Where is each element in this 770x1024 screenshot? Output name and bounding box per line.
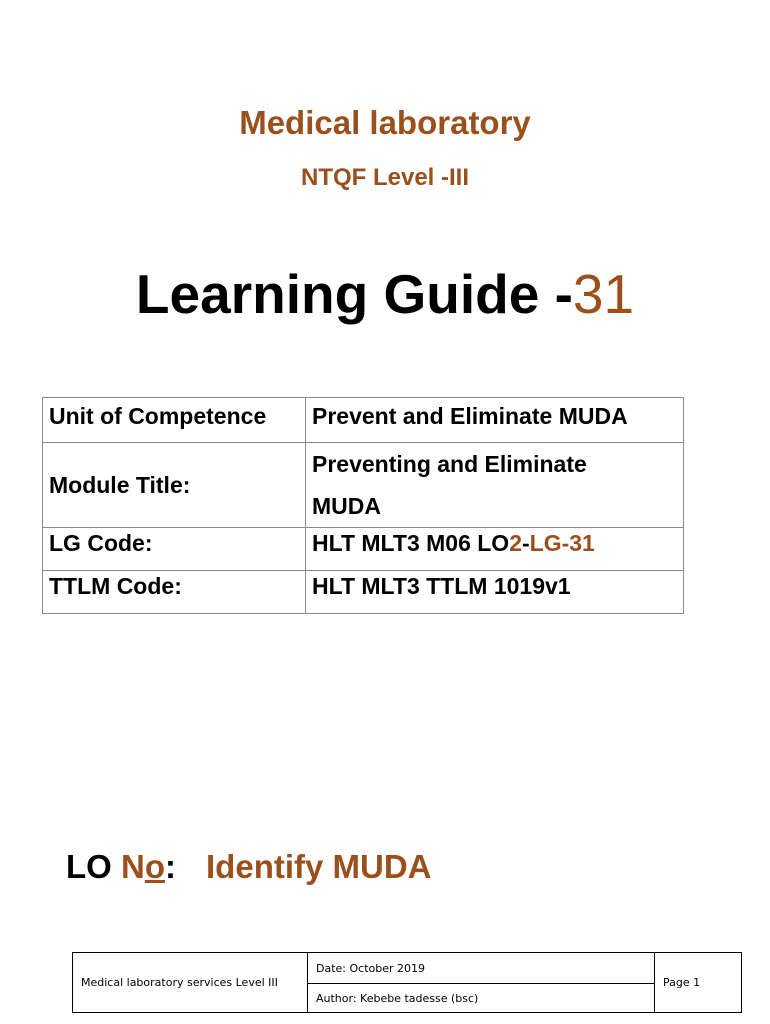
lg-code-dash: - bbox=[522, 530, 530, 556]
table-row bbox=[43, 443, 684, 528]
unit-label: Unit of Competence bbox=[43, 398, 306, 443]
ttlm-code-label: TTLM Code: bbox=[43, 571, 306, 614]
lo-number bbox=[121, 848, 165, 885]
page-footer bbox=[72, 952, 742, 1013]
lg-code-number: 2 bbox=[509, 530, 522, 556]
info-table bbox=[42, 397, 684, 614]
lg-code-label: LG Code: bbox=[43, 528, 306, 571]
lo-heading bbox=[66, 848, 432, 886]
footer-author: Author: Kebebe tadesse (bsc) bbox=[308, 984, 655, 1013]
lo-colon: : bbox=[165, 848, 177, 885]
module-label: Module Title: bbox=[43, 443, 306, 528]
footer-date: Date: October 2019 bbox=[308, 953, 655, 984]
lo-no-first: N bbox=[121, 848, 145, 885]
lo-title: Identify MUDA bbox=[206, 848, 432, 885]
document-title: Medical laboratory bbox=[239, 104, 531, 141]
table-row bbox=[43, 528, 684, 571]
module-value-line1: Preventing and Eliminate bbox=[312, 451, 587, 477]
table-row bbox=[43, 398, 684, 443]
module-value bbox=[306, 443, 684, 528]
guide-prefix: Learning Guide - bbox=[135, 263, 573, 325]
lo-label: LO bbox=[66, 848, 112, 885]
footer-page-number: Page 1 bbox=[655, 953, 742, 1013]
lo-no-second: o bbox=[144, 848, 166, 885]
lg-code-value bbox=[306, 528, 684, 571]
footer-row bbox=[73, 953, 742, 984]
ttlm-code-value: HLT MLT3 TTLM 1019v1 bbox=[306, 571, 684, 614]
document-level: NTQF Level -III bbox=[300, 164, 470, 191]
lg-code-suffix: LG-31 bbox=[529, 530, 595, 556]
learning-guide-heading bbox=[0, 262, 770, 326]
unit-value: Prevent and Eliminate MUDA bbox=[306, 398, 684, 443]
footer-program: Medical laboratory services Level III bbox=[73, 953, 308, 1013]
lg-code-prefix: HLT MLT3 M06 LO bbox=[312, 530, 510, 556]
module-value-line2: MUDA bbox=[312, 493, 381, 519]
table-row bbox=[43, 571, 684, 614]
guide-number: 31 bbox=[572, 263, 635, 325]
